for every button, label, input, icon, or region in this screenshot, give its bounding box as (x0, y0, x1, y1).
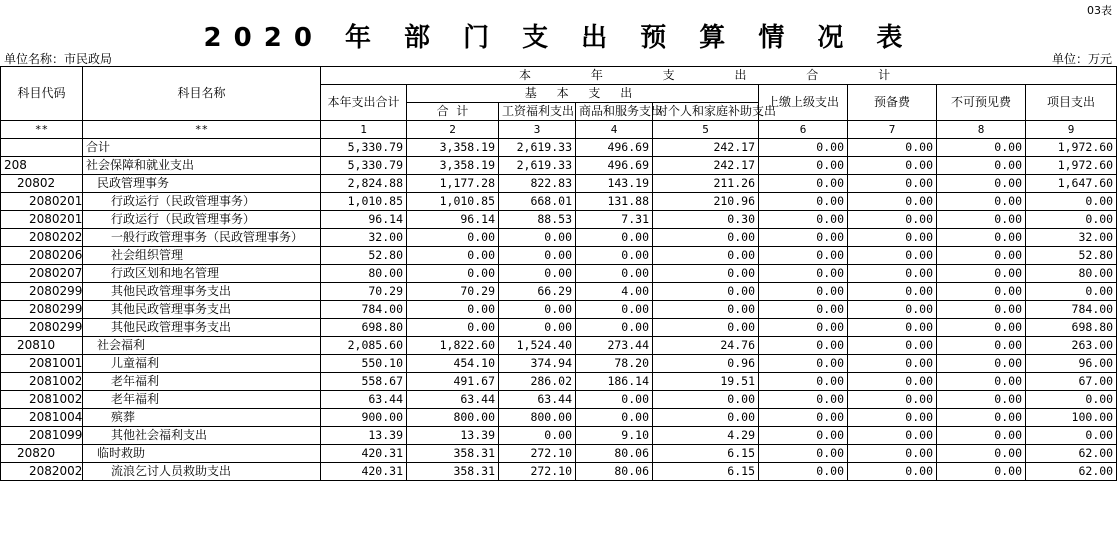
index-cell: ** (1, 121, 83, 139)
index-cell: 2 (407, 121, 499, 139)
row-name: 流浪乞讨人员救助支出 (83, 463, 321, 481)
row-code: 2080201 (1, 193, 83, 211)
row-value: 0.00 (653, 265, 759, 283)
table-row (1, 373, 1117, 391)
table-row (1, 427, 1117, 445)
row-code: 2081004 (1, 409, 83, 427)
row-code: 2082002 (1, 463, 83, 481)
row-value: 5,330.79 (321, 139, 407, 157)
table-row (1, 355, 1117, 373)
row-value: 0.00 (759, 139, 848, 157)
row-value: 0.00 (407, 247, 499, 265)
row-value: 496.69 (576, 157, 653, 175)
row-value: 70.29 (321, 283, 407, 301)
row-value: 7.31 (576, 211, 653, 229)
row-value: 698.80 (1026, 319, 1117, 337)
header-annual-total-group: 本 年 支 出 合 计 (321, 67, 1117, 85)
row-value: 454.10 (407, 355, 499, 373)
row-value: 0.00 (848, 265, 937, 283)
row-value: 0.00 (937, 247, 1026, 265)
row-value: 0.00 (937, 229, 1026, 247)
row-value: 0.00 (759, 427, 848, 445)
row-code: 2081099 (1, 427, 83, 445)
row-value: 2,824.88 (321, 175, 407, 193)
row-value: 0.00 (653, 409, 759, 427)
row-value: 0.00 (759, 193, 848, 211)
row-value: 80.06 (576, 445, 653, 463)
row-name: 临时救助 (83, 445, 321, 463)
row-value: 4.00 (576, 283, 653, 301)
row-value: 0.00 (499, 247, 576, 265)
row-value: 0.00 (499, 265, 576, 283)
row-value: 1,972.60 (1026, 139, 1117, 157)
row-value: 0.00 (848, 391, 937, 409)
row-value: 900.00 (321, 409, 407, 427)
row-name: 行政运行（民政管理事务） (83, 211, 321, 229)
row-value: 0.00 (407, 319, 499, 337)
row-value: 0.96 (653, 355, 759, 373)
row-name: 其他民政管理事务支出 (83, 301, 321, 319)
row-value: 0.00 (407, 301, 499, 319)
index-cell: 6 (759, 121, 848, 139)
row-value: 0.00 (937, 319, 1026, 337)
row-value: 80.00 (1026, 265, 1117, 283)
row-value: 286.02 (499, 373, 576, 391)
row-value: 272.10 (499, 445, 576, 463)
row-value: 374.94 (499, 355, 576, 373)
table-row (1, 283, 1117, 301)
row-value: 242.17 (653, 139, 759, 157)
row-name: 老年福利 (83, 373, 321, 391)
row-code: 2080299 (1, 319, 83, 337)
page-title: 2020 年 部 门 支 出 预 算 情 况 表 (203, 23, 915, 53)
row-value: 2,085.60 (321, 337, 407, 355)
row-value: 0.00 (848, 157, 937, 175)
row-value: 1,647.60 (1026, 175, 1117, 193)
row-value: 0.00 (848, 337, 937, 355)
index-cell: 4 (576, 121, 653, 139)
row-name: 社会保障和就业支出 (83, 157, 321, 175)
row-value: 0.00 (653, 283, 759, 301)
row-value: 0.00 (759, 355, 848, 373)
index-cell: ** (83, 121, 321, 139)
row-name: 行政运行（民政管理事务） (83, 193, 321, 211)
row-value: 62.00 (1026, 463, 1117, 481)
index-cell: 1 (321, 121, 407, 139)
row-value: 63.44 (321, 391, 407, 409)
unit-label: 单位：万元 (1051, 52, 1112, 66)
row-value: 420.31 (321, 445, 407, 463)
row-name: 民政管理事务 (83, 175, 321, 193)
row-value: 78.20 (576, 355, 653, 373)
row-value: 784.00 (1026, 301, 1117, 319)
row-name: 合计 (83, 139, 321, 157)
row-value: 88.53 (499, 211, 576, 229)
row-value: 0.00 (499, 319, 576, 337)
index-cell: 9 (1026, 121, 1117, 139)
row-value: 0.00 (759, 175, 848, 193)
row-value: 0.00 (937, 175, 1026, 193)
row-value: 0.00 (848, 355, 937, 373)
row-code: 2081002 (1, 373, 83, 391)
row-value: 0.00 (759, 301, 848, 319)
header-individual: 对个人和家庭补助支出 (653, 103, 759, 121)
row-value: 100.00 (1026, 409, 1117, 427)
row-value: 4.29 (653, 427, 759, 445)
row-value: 0.00 (937, 283, 1026, 301)
table-body (1, 139, 1117, 481)
row-value: 784.00 (321, 301, 407, 319)
header-project: 项目支出 (1026, 85, 1117, 121)
row-value: 0.00 (848, 283, 937, 301)
row-value: 0.00 (848, 463, 937, 481)
row-value: 242.17 (653, 157, 759, 175)
row-value: 6.15 (653, 445, 759, 463)
index-cell: 5 (653, 121, 759, 139)
row-value: 2,619.33 (499, 157, 576, 175)
row-value: 1,972.60 (1026, 157, 1117, 175)
row-value: 0.00 (759, 265, 848, 283)
row-value: 0.00 (576, 409, 653, 427)
row-value: 0.00 (653, 247, 759, 265)
row-value: 131.88 (576, 193, 653, 211)
row-value: 6.15 (653, 463, 759, 481)
index-row (1, 121, 1117, 139)
row-value: 1,524.40 (499, 337, 576, 355)
table-row (1, 337, 1117, 355)
row-value: 0.00 (848, 427, 937, 445)
index-cell: 8 (937, 121, 1026, 139)
row-value: 0.00 (1026, 391, 1117, 409)
row-value: 13.39 (407, 427, 499, 445)
row-value: 0.00 (937, 391, 1026, 409)
table-row (1, 319, 1117, 337)
row-value: 0.00 (937, 211, 1026, 229)
row-value: 1,010.85 (321, 193, 407, 211)
row-value: 800.00 (499, 409, 576, 427)
row-value: 0.00 (848, 445, 937, 463)
row-value: 550.10 (321, 355, 407, 373)
row-name: 儿童福利 (83, 355, 321, 373)
table-row (1, 247, 1117, 265)
header-basic-total: 合 计 (407, 103, 499, 121)
unit-name: 单位名称：市民政局 (4, 52, 113, 66)
row-value: 0.00 (937, 157, 1026, 175)
row-name: 其他民政管理事务支出 (83, 319, 321, 337)
row-value: 0.30 (653, 211, 759, 229)
row-value: 52.80 (321, 247, 407, 265)
row-code: 2080299 (1, 301, 83, 319)
row-code: 20820 (1, 445, 83, 463)
row-value: 358.31 (407, 445, 499, 463)
row-code: 2080202 (1, 229, 83, 247)
row-value: 0.00 (848, 211, 937, 229)
row-value: 0.00 (499, 301, 576, 319)
row-value: 0.00 (407, 229, 499, 247)
table-row (1, 463, 1117, 481)
row-value: 0.00 (759, 211, 848, 229)
row-value: 66.29 (499, 283, 576, 301)
table-row (1, 301, 1117, 319)
row-value: 263.00 (1026, 337, 1117, 355)
row-value: 0.00 (937, 355, 1026, 373)
row-value: 0.00 (848, 247, 937, 265)
row-value: 0.00 (1026, 427, 1117, 445)
row-value: 1,010.85 (407, 193, 499, 211)
row-value: 272.10 (499, 463, 576, 481)
header-upper: 上缴上级支出 (759, 85, 848, 121)
row-value: 96.14 (407, 211, 499, 229)
table-row (1, 211, 1117, 229)
row-code: 2081002 (1, 391, 83, 409)
row-code: 2080299 (1, 283, 83, 301)
row-value: 13.39 (321, 427, 407, 445)
row-value: 0.00 (848, 301, 937, 319)
row-value: 0.00 (759, 409, 848, 427)
header-name: 科目名称 (83, 67, 321, 121)
row-name: 其他民政管理事务支出 (83, 283, 321, 301)
header-wages: 工资福利支出 (499, 103, 576, 121)
row-value: 9.10 (576, 427, 653, 445)
row-name: 一般行政管理事务（民政管理事务） (83, 229, 321, 247)
row-value: 0.00 (576, 301, 653, 319)
row-value: 0.00 (937, 445, 1026, 463)
row-value: 0.00 (407, 265, 499, 283)
header-reserve: 预备费 (848, 85, 937, 121)
row-value: 96.14 (321, 211, 407, 229)
row-value: 0.00 (1026, 211, 1117, 229)
row-value: 0.00 (759, 319, 848, 337)
row-value: 63.44 (499, 391, 576, 409)
row-value: 0.00 (937, 301, 1026, 319)
row-value: 70.29 (407, 283, 499, 301)
budget-table (0, 66, 1117, 481)
header-basic-group: 基 本 支 出 (407, 85, 759, 103)
row-value: 52.80 (1026, 247, 1117, 265)
row-value: 668.01 (499, 193, 576, 211)
row-value: 32.00 (321, 229, 407, 247)
row-value: 186.14 (576, 373, 653, 391)
row-name: 行政区划和地名管理 (83, 265, 321, 283)
row-code: 20802 (1, 175, 83, 193)
row-value: 0.00 (759, 157, 848, 175)
row-value: 0.00 (576, 247, 653, 265)
row-value: 0.00 (848, 319, 937, 337)
table-row (1, 139, 1117, 157)
row-value: 0.00 (848, 229, 937, 247)
index-cell: 3 (499, 121, 576, 139)
row-value: 0.00 (937, 265, 1026, 283)
table-row (1, 157, 1117, 175)
row-value: 210.96 (653, 193, 759, 211)
row-value: 0.00 (937, 427, 1026, 445)
row-value: 273.44 (576, 337, 653, 355)
row-name: 其他社会福利支出 (83, 427, 321, 445)
row-value: 558.67 (321, 373, 407, 391)
header-goods: 商品和服务支出 (576, 103, 653, 121)
row-code: 20810 (1, 337, 83, 355)
row-value: 822.83 (499, 175, 576, 193)
row-value: 491.67 (407, 373, 499, 391)
row-name: 老年福利 (83, 391, 321, 409)
row-value: 80.00 (321, 265, 407, 283)
table-row (1, 229, 1117, 247)
row-value: 0.00 (759, 373, 848, 391)
row-value: 0.00 (653, 319, 759, 337)
row-value: 0.00 (937, 139, 1026, 157)
row-value: 143.19 (576, 175, 653, 193)
row-value: 800.00 (407, 409, 499, 427)
row-value: 0.00 (848, 139, 937, 157)
row-name: 社会组织管理 (83, 247, 321, 265)
row-value: 3,358.19 (407, 157, 499, 175)
row-value: 0.00 (653, 229, 759, 247)
row-value: 1,177.28 (407, 175, 499, 193)
table-row (1, 445, 1117, 463)
row-value: 0.00 (1026, 283, 1117, 301)
row-value: 211.26 (653, 175, 759, 193)
row-value: 0.00 (848, 373, 937, 391)
row-value: 24.76 (653, 337, 759, 355)
row-code (1, 139, 83, 157)
row-code: 2081001 (1, 355, 83, 373)
row-value: 0.00 (759, 283, 848, 301)
row-value: 67.00 (1026, 373, 1117, 391)
header-code: 科目代码 (1, 67, 83, 121)
row-code: 2080201 (1, 211, 83, 229)
row-value: 19.51 (653, 373, 759, 391)
row-value: 0.00 (576, 265, 653, 283)
row-value: 0.00 (937, 373, 1026, 391)
row-name: 殡葬 (83, 409, 321, 427)
row-value: 0.00 (937, 409, 1026, 427)
row-value: 698.80 (321, 319, 407, 337)
form-number: 03表 (1087, 4, 1112, 17)
row-value: 358.31 (407, 463, 499, 481)
row-value: 0.00 (937, 463, 1026, 481)
row-code: 2080207 (1, 265, 83, 283)
row-value: 80.06 (576, 463, 653, 481)
row-value: 0.00 (759, 247, 848, 265)
row-value: 0.00 (499, 427, 576, 445)
row-value: 0.00 (576, 391, 653, 409)
header-annual-total: 本年支出合计 (321, 85, 407, 121)
row-value: 96.00 (1026, 355, 1117, 373)
row-value: 2,619.33 (499, 139, 576, 157)
row-value: 0.00 (759, 463, 848, 481)
row-value: 0.00 (937, 337, 1026, 355)
row-value: 0.00 (499, 229, 576, 247)
row-value: 0.00 (759, 229, 848, 247)
row-value: 0.00 (576, 229, 653, 247)
row-value: 1,822.60 (407, 337, 499, 355)
row-value: 3,358.19 (407, 139, 499, 157)
index-cell: 7 (848, 121, 937, 139)
row-value: 0.00 (759, 337, 848, 355)
row-value: 496.69 (576, 139, 653, 157)
row-name: 社会福利 (83, 337, 321, 355)
row-value: 62.00 (1026, 445, 1117, 463)
row-value: 0.00 (1026, 193, 1117, 211)
row-value: 32.00 (1026, 229, 1117, 247)
row-value: 0.00 (848, 409, 937, 427)
row-value: 0.00 (848, 193, 937, 211)
row-value: 0.00 (759, 391, 848, 409)
row-code: 208 (1, 157, 83, 175)
header-unforeseen: 不可预见费 (937, 85, 1026, 121)
row-value: 5,330.79 (321, 157, 407, 175)
row-value: 63.44 (407, 391, 499, 409)
row-value: 0.00 (576, 319, 653, 337)
table-row (1, 265, 1117, 283)
table-row (1, 175, 1117, 193)
row-value: 0.00 (759, 445, 848, 463)
table-row (1, 409, 1117, 427)
row-code: 2080206 (1, 247, 83, 265)
row-value: 0.00 (653, 391, 759, 409)
table-row (1, 193, 1117, 211)
row-value: 0.00 (653, 301, 759, 319)
table-row (1, 391, 1117, 409)
row-value: 0.00 (937, 193, 1026, 211)
row-value: 0.00 (848, 175, 937, 193)
row-value: 420.31 (321, 463, 407, 481)
